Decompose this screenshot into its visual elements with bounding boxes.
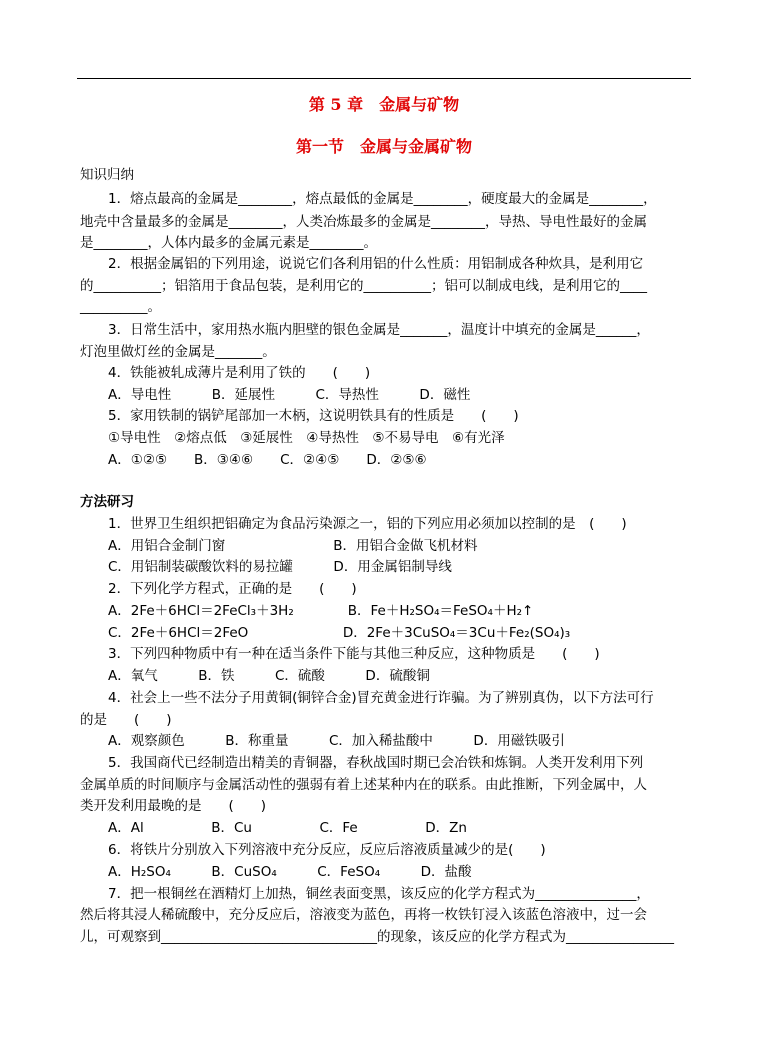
method-line: 2．下列化学方程式，正确的是 ( ) [108, 581, 357, 597]
knowledge-line: 4．铁能被轧成薄片是利用了铁的 ( ) [108, 365, 371, 381]
knowledge-line: 的__________；铝箔用于食品包装，是利用它的__________；铝可以制成电线，是利用它的____ [80, 278, 647, 294]
knowledge-line: 3．日常生活中，家用热水瓶内胆壁的银色金属是_______，温度计中填充的金属是______， [108, 322, 650, 338]
knowledge-heading: 知识归纳 [80, 167, 134, 183]
knowledge-line: 1．熔点最高的金属是________，熔点最低的金属是________，硬度最大的金属是________， [108, 191, 657, 207]
method-line: A．用铝合金制门窗 B．用铝合金做飞机材料 [108, 538, 478, 554]
method-line: A．H₂SO₄ B．CuSO₄ C．FeSO₄ D．盐酸 [108, 864, 472, 880]
method-line: 儿，可观察到________________________________的现象，该反应的化学方程式为________________ [80, 929, 674, 945]
knowledge-line: ①导电性 ②熔点低 ③延展性 ④导热性 ⑤不易导电 ⑥有光泽 [108, 430, 505, 446]
knowledge-line: 地壳中含量最多的金属是________，人类冶炼最多的金属是________，导热、导电性最好的金属 [80, 214, 647, 230]
method-line: 5．我国商代已经制造出精美的青铜器，春秋战国时期已会冶铁和炼铜。人类开发利用下列 [108, 755, 644, 771]
method-line: A．Al B．Cu C．Fe D．Zn [108, 820, 467, 836]
method-line: 然后将其浸人稀硫酸中，充分反应后，溶液变为蓝色，再将一枚铁钉浸入该蓝色溶液中，过一会 [80, 907, 647, 923]
knowledge-line: A．①②⑤ B．③④⑥ C．②④⑤ D．②⑤⑥ [108, 452, 427, 468]
top-rule [77, 78, 691, 79]
method-line: 1．世界卫生组织把铝确定为食品污染源之一，铝的下列应用必须加以控制的是 ( ) [108, 516, 627, 532]
knowledge-line: A．导电性 B．延展性 C．导热性 D．磁性 [108, 387, 471, 403]
knowledge-line: 是________，人体内最多的金属元素是________。 [80, 235, 377, 251]
knowledge-line: 2．根据金属铝的下列用途，说说它们各利用铝的什么性质：用铝制成各种炊具，是利用它 [108, 256, 644, 272]
method-line: A．观察颜色 B．称重量 C．加入稀盐酸中 D．用磁铁吸引 [108, 733, 565, 749]
method-line: A．2Fe＋6HCl＝2FeCl₃＋3H₂ B．Fe＋H₂SO₄＝FeSO₄＋H₂↑ [108, 603, 534, 619]
chapter-title: 第 5 章 金属与矿物 [308, 95, 460, 114]
method-line: 类开发利用最晚的是 ( ) [80, 798, 267, 814]
method-line: 4．社会上一些不法分子用黄铜(铜锌合金)冒充黄金进行诈骗。为了辨别真伪，以下方法可行 [108, 690, 654, 706]
section-title: 第一节 金属与金属矿物 [295, 137, 472, 156]
method-line: 3．下列四种物质中有一种在适当条件下能与其他三种反应，这种物质是 ( ) [108, 646, 600, 662]
method-line: 6．将铁片分别放入下列溶液中充分反应，反应后溶液质量减少的是( ) [108, 842, 546, 858]
method-line: 7．把一根铜丝在酒精灯上加热，铜丝表面变黑，该反应的化学方程式为_______________， [108, 886, 650, 902]
method-heading: 方法研习 [80, 494, 134, 510]
knowledge-line: __________。 [80, 299, 161, 315]
knowledge-line: 5．家用铁制的锅铲尾部加一木柄，这说明铁具有的性质是 ( ) [108, 408, 519, 424]
method-line: C．用铝制装碳酸饮料的易拉罐 D．用金属铝制导线 [108, 559, 452, 575]
method-line: A．氧气 B．铁 C．硫酸 D．硫酸铜 [108, 668, 430, 684]
knowledge-line: 灯泡里做灯丝的金属是_______。 [80, 344, 276, 360]
method-line: 的是 ( ) [80, 712, 172, 728]
method-line: C．2Fe＋6HCl＝2FeO D．2Fe＋3CuSO₄＝3Cu＋Fe₂(SO₄)₃ [108, 625, 571, 641]
method-line: 金属单质的时间顺序与金属活动性的强弱有着上述某种内在的联系。由此推断，下列金属中，人 [80, 777, 647, 793]
